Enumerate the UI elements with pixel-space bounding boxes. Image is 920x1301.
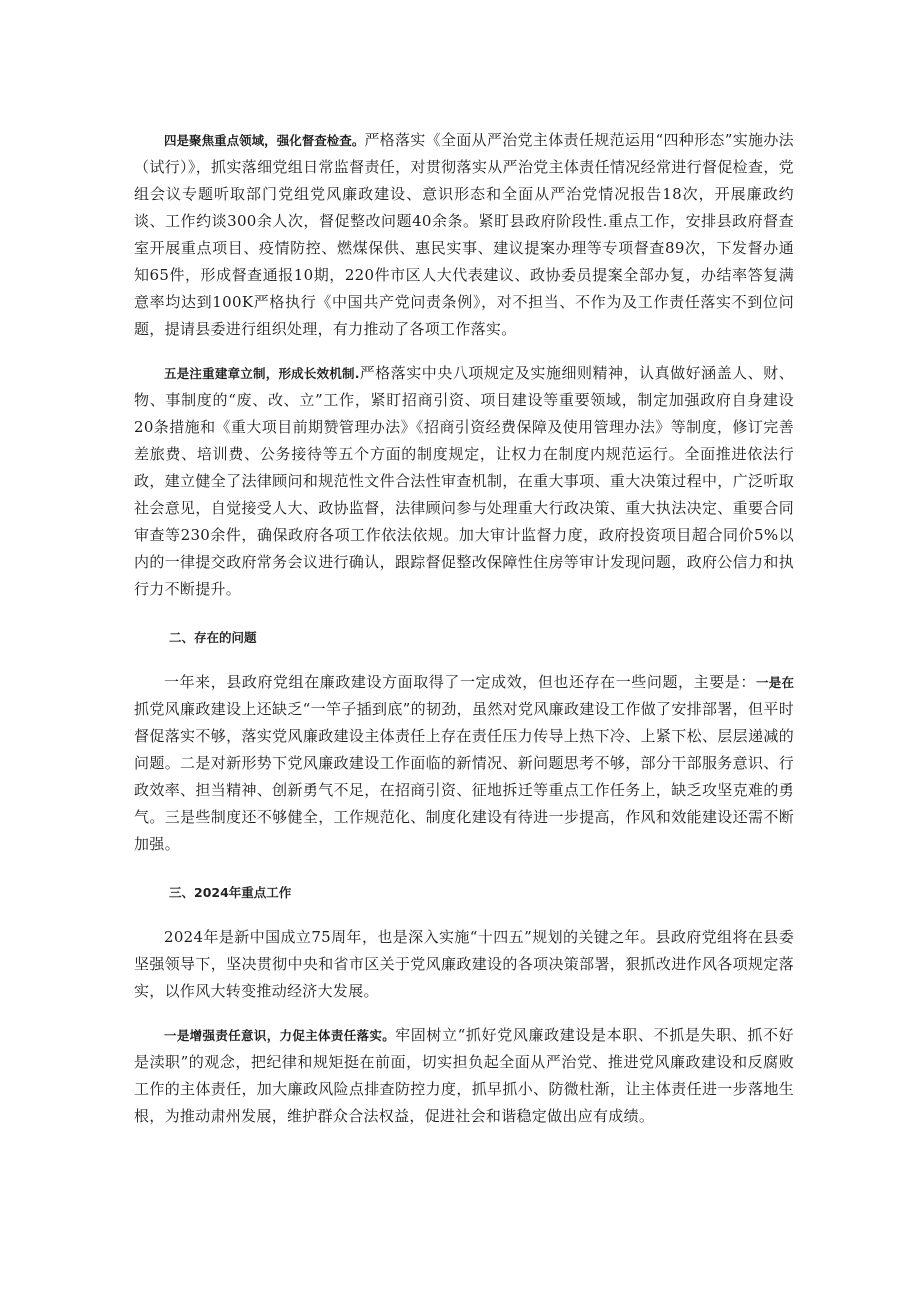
paragraph-problems-intro: 一年来，县政府党组在廉政建设方面取得了一定成效，但也还存在一些问题，主要是： xyxy=(164,673,756,691)
paragraph-four xyxy=(134,127,794,343)
paragraph-problems-lead: 一是在 xyxy=(755,675,794,690)
paragraph-four-body: 严格落实《全面从严治党主体责任规范运用“四种形态”实施办法（试行）》，抓实落细党组日常监督责任，对贯彻落实从严治党主体责任情况经常进行督促检查，党组会议专题听取部门党组党风廉政建设、意识形态和全面从严治党情况报告18次，开展廉政约谈、工作约谈300余人次，督促整改问题40余条。紧盯县政府阶段性.重点工作，安排县政府督查室开展重点项目、疫情防控、燃煤保供、惠民实事、建议提案办理等专项督查89次，下发督办通知65件，形成督查通报10期，220件市区人大代表建议、政协委员提案全部办复，办结率答复满意率均达到100K严格执行《中国共产党问责条例》，对不担当、不作为及工作责任落实不到位问题，提请县委进行组织处理，有力推动了各项工作落实。 xyxy=(134,131,794,338)
paragraph-five-body: 严格落实中央八项规定及实施细则精神，认真做好涵盖人、财、物、事制度的“废、改、立”工作，紧盯招商引资、项目建设等重要领域，制定加强政府自身建设20条措施和《重大项目前期赞管理办法》《招商引资经费保障及使用管理办法》等制度，修订完善差旅费、培训费、公务接待等五个方面的制度规定，让权力在制度内规范运行。全面推进依法行政，建立健全了法律顾问和规范性文件合法性审查机制，在重大事项、重大决策过程中，广泛听取社会意见，自觉接受人大、政协监督，法律顾问参与处理重大行政决策、重大执法决定、重要合同审查等230余件，确保政府各项工作依法依规。加大审计监督力度，政府投资项目超合同价5%以内的一律提交政府常务会议进行确认，跟踪督促整改保障性住房等审计发现问题，政府公信力和执行力不断提升。 xyxy=(134,364,795,598)
paragraph-work-one-body: 牢固树立“抓好党风廉政建设是本职、不抓是失职、抓不好是渎职”的观念，把纪律和规矩挺在前面，切实担负起全面从严治党、推进党风廉政建设和反腐败工作的主体责任，加大廉政风险点排查防控力度，抓早抓小、防微杜渐，让主体责任进一步落地生根，为推动肃州发展，维护群众合法权益，促进社会和谐稳定做出应有成绩。 xyxy=(134,1026,794,1125)
section-heading-problems: 二、存在的问题 xyxy=(169,630,257,645)
paragraph-five-lead: 五是注重建章立制，形成长效机制. xyxy=(164,366,360,381)
paragraph-work-one-lead: 一是增强责任意识，力促主体责任落实。 xyxy=(164,1028,396,1043)
paragraph-work-intro: 2024年是新中国成立75周年，也是深入实施“十四五”规划的关键之年。县政府党组将在县委坚强领导下，坚决贯彻中央和省市区关于党风廉政建设的各项决策部署，狠抓改进作风各项规定落实，以作风大转变推动经济大发展。 xyxy=(134,928,794,1000)
section-heading-2024-work: 三、2024年重点工作 xyxy=(169,885,292,900)
document-body xyxy=(134,127,794,1130)
paragraph-problems-body: 抓党风廉政建设上还缺乏“一竿子插到底”的韧劲，虽然对党风廉政建设工作做了安排部署，但平时督促落实不够，落实党风廉政建设主体责任上存在责任压力传导上热下冷、上紧下松、层层递减的问题。二是对新形势下党风廉政建设工作面临的新情况、新问题思考不够，部分干部服务意识、行政效率、担当精神、创新勇气不足，在招商引资、征地拆迁等重点工作任务上，缺乏攻坚克难的勇气。三是些制度还不够健全，工作规范化、制度化建设有待进一步提高，作风和效能建设还需不断加强。 xyxy=(134,700,794,853)
paragraph-work-one xyxy=(134,1022,794,1130)
paragraph-five xyxy=(134,360,794,603)
paragraph-problems xyxy=(134,669,794,858)
paragraph-four-lead: 四是聚焦重点领域，强化督查检查。 xyxy=(164,133,365,148)
